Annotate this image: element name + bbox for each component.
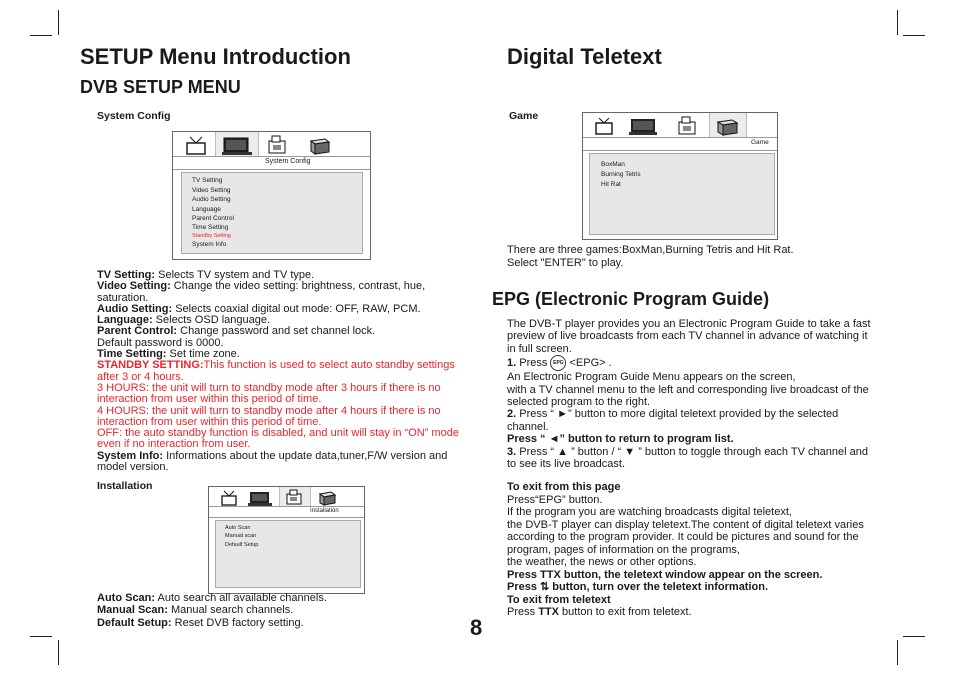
epg-heading: EPG (Electronic Program Guide)	[492, 289, 770, 309]
tv-tab	[179, 132, 213, 159]
menu-item-selected: Standby Setting	[192, 232, 231, 239]
crop-mark	[897, 10, 898, 35]
step-text: Press	[516, 357, 551, 370]
menu-item: Manual scan	[225, 533, 257, 540]
definition: Auto search all available channels.	[155, 592, 327, 604]
crop-mark	[897, 640, 898, 665]
game-label: Game	[509, 110, 539, 122]
term: Default Setup:	[97, 616, 172, 629]
definition: Selects TV system and TV type.	[155, 269, 315, 281]
exit-teletext-heading: To exit from teletext	[507, 593, 611, 606]
crop-mark	[903, 35, 925, 36]
definition: Reset DVB factory setting.	[171, 616, 304, 629]
step-number: 1.	[507, 357, 517, 370]
menu-item: BoxMan	[601, 161, 625, 168]
epg-body	[507, 318, 877, 470]
crop-mark	[58, 10, 59, 35]
tv-icon	[589, 113, 619, 140]
epg-intro: The DVB-T player provides you an Electronic Program Guide to take a fast preview of live broadcasts from each TV channel in advance of watching it in full screen.	[507, 318, 871, 355]
ttx-key: TTX	[538, 606, 559, 618]
menu-item: Auto Scan	[225, 525, 251, 531]
menu-item: Time Setting	[192, 223, 229, 231]
exit-page-text: Press“EPG” button.	[507, 493, 603, 506]
term: TV Setting:	[97, 269, 156, 281]
menu-panel	[215, 520, 361, 588]
term: Manual Scan:	[97, 604, 168, 617]
definition: Set time zone.	[166, 348, 240, 361]
definition: Change the video setting: brightness, contrast, hue, saturation.	[97, 280, 426, 304]
definition: Selects OSD language.	[152, 314, 271, 327]
game-text: There are three games:BoxMan,Burning Tetris and Hit Rat.	[507, 244, 794, 256]
term: Parent Control:	[97, 325, 178, 338]
system-config-label: System Config	[97, 110, 171, 122]
step-text: <EPG> .	[566, 357, 612, 370]
exit-page-heading: To exit from this page	[507, 481, 621, 493]
term: Language:	[97, 314, 153, 327]
game-tab	[709, 113, 747, 140]
term: Time Setting:	[97, 348, 167, 361]
menu-panel	[589, 153, 775, 235]
epg-button-icon: EPG	[550, 355, 566, 371]
screen-header: Game	[751, 139, 769, 146]
step-text: An Electronic Program Guide Menu appears on the screen,	[507, 371, 796, 384]
exit-teletext-text: Press	[507, 606, 539, 618]
menu-item: Audio Setting	[192, 196, 231, 204]
teletext-text: the weather, the news or other options.	[507, 556, 697, 568]
installation-tab	[671, 113, 703, 140]
installation-icon	[261, 132, 293, 159]
game-text: Select "ENTER" to play.	[507, 256, 624, 269]
definition: Change password and set channel lock.	[177, 325, 376, 338]
definition: Manual search channels.	[167, 604, 294, 617]
menu-panel	[181, 172, 363, 254]
step-number: 2.	[507, 408, 517, 421]
crop-mark	[58, 640, 59, 665]
screen-header: System Config	[265, 158, 311, 165]
step-number: 3.	[507, 445, 517, 458]
screen-header: Installation	[310, 508, 339, 514]
menu-item: Video Setting	[192, 186, 231, 194]
step-text: Press “ ►” button to more digital teletext provided by the selected channel.	[507, 408, 839, 433]
menu-item: Language	[192, 205, 221, 213]
standby-text: This function is used to select auto standby settings after 3 or 4 hours.	[97, 359, 455, 383]
game-description	[507, 244, 877, 269]
crop-mark	[903, 636, 925, 637]
installation-icon	[671, 113, 703, 140]
page-title-teletext: Digital Teletext	[507, 44, 662, 69]
menu-item: Default Setup	[225, 541, 259, 548]
standby-off: OFF: the auto standby function is disabled, and unit will stay in “ON” mode even if no interaction from user.	[97, 427, 459, 451]
exit-teletext-text: button to exit from teletext.	[558, 606, 692, 618]
step-text: Press “ ▲ ” button / “ ▼ ” button to toggle through each TV channel and to see its live broadcast.	[507, 445, 868, 471]
standby-term: STANDBY SETTING:	[97, 359, 204, 372]
standby-3h: 3 HOURS: the unit will turn to standby mode after 3 hours if there is no interaction from user within this period of time.	[97, 381, 441, 406]
installation-description	[97, 592, 469, 629]
monitor-icon	[216, 132, 258, 159]
installation-label: Installation	[97, 480, 153, 492]
term: Video Setting:	[97, 280, 171, 293]
definition: Default password is 0000.	[97, 336, 224, 349]
term: Audio Setting:	[97, 302, 173, 315]
menu-item: Parent Control	[192, 215, 234, 223]
tv-icon	[179, 132, 213, 159]
teletext-body	[507, 481, 877, 619]
menu-item: TV Setting	[192, 177, 223, 184]
teletext-text-bold: Press TTX button, the teletext window appear on the screen.	[507, 568, 823, 581]
game-icon	[303, 132, 337, 159]
system-tab	[625, 113, 661, 140]
installation-tab	[261, 132, 293, 159]
teletext-text: If the program you are watching broadcasts digital teletext,	[507, 506, 792, 518]
standby-4h: 4 HOURS: the unit will turn to standby mode after 4 hours if there is no interaction from user within this period of time.	[97, 404, 441, 428]
page-number: 8	[470, 615, 483, 640]
game-icon	[710, 113, 746, 140]
menu-item: Burning Tetris	[601, 171, 641, 178]
term: System Info:	[97, 449, 164, 462]
menu-item: System Info	[192, 240, 227, 248]
page-title-setup: SETUP Menu Introduction	[80, 44, 351, 69]
game-tab	[303, 132, 337, 159]
step-text: with a TV channel menu to the left and corresponding live broadcast of the selected program to the right.	[507, 383, 869, 409]
step-text-bold: Press “ ◄” button to return to program list.	[507, 433, 734, 446]
definition: Informations about the update data,tuner,F/W version and model version.	[97, 449, 448, 474]
term: Auto Scan:	[97, 592, 156, 604]
system-tab	[215, 132, 259, 159]
teletext-text: the DVB-T player can display teletext.The content of digital teletext varies according to the program provider. It could be pictures and sound for the program, pages of information on the programs,	[507, 518, 864, 556]
installation-screenshot	[208, 486, 365, 594]
dvb-setup-heading: DVB SETUP MENU	[80, 77, 241, 97]
crop-mark	[30, 35, 52, 36]
crop-mark	[30, 636, 52, 637]
system-config-screenshot	[172, 131, 371, 260]
game-screenshot	[582, 112, 778, 240]
menu-item: Hit Rat	[601, 181, 621, 188]
monitor-icon	[625, 113, 661, 140]
definition: Selects coaxial digital out mode: OFF, RAW, PCM.	[172, 302, 421, 315]
tv-tab	[589, 113, 619, 140]
system-config-description	[97, 270, 469, 473]
teletext-text-bold: Press ⇅ button, turn over the teletext information.	[507, 581, 769, 593]
